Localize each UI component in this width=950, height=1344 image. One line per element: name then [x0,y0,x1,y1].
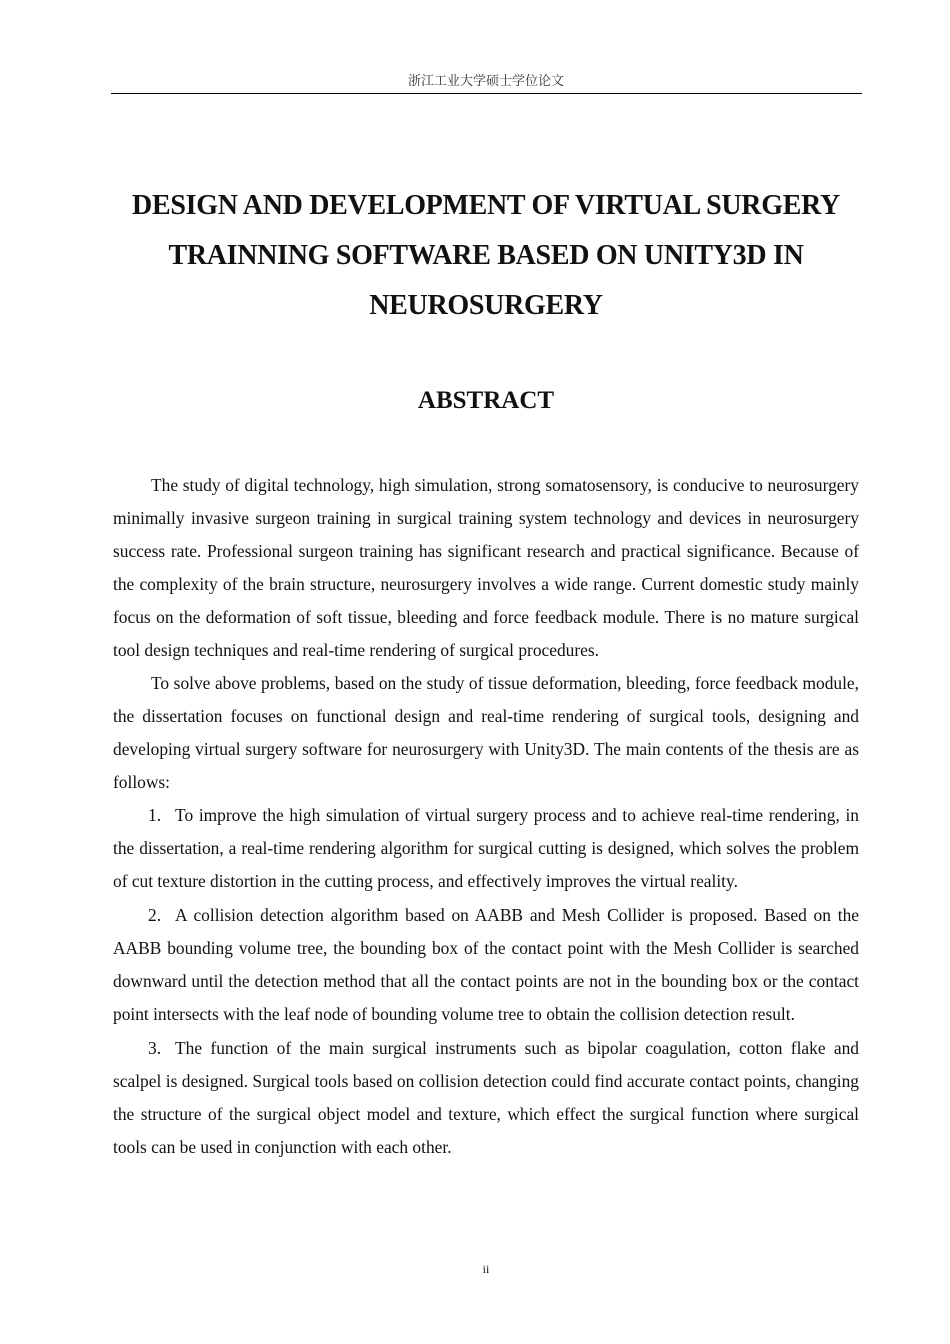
title-line: DESIGN AND DEVELOPMENT OF VIRTUAL SURGERY [132,190,840,221]
running-header: 浙江工业大学硕士学位论文 [407,74,564,89]
abstract-body [113,469,859,1164]
numbered-item [113,899,859,1031]
numbered-item [113,1032,859,1164]
abstract-heading: ABSTRACT [417,387,555,414]
page-number: ii [482,1262,490,1276]
numbered-item [113,799,859,898]
item-number: 2. [148,905,162,925]
item-text: The function of the main surgical instruments such as bipolar coagulation, cotton flake and scalpel is designed. Surgical tools based on collision detection could find accurate contact points, changing the structure of the surgical object model and texture, which effect the surgical function where surgical tools can be used in conjunction with each other. [113,1038,859,1157]
item-number: 1. [148,805,162,825]
title-line: NEUROSURGERY [369,290,603,321]
header-rule [111,93,862,94]
item-text: To improve the high simulation of virtual surgery process and to achieve real-time rendering, in the dissertation, a real-time rendering algorithm for surgical cutting is designed, which solves the problem of cut texture distortion in the cutting process, and effectively improves the virtual reality. [113,805,859,891]
abstract-paragraph: To solve above problems, based on the study of tissue deformation, bleeding, force feedback module, the dissertation focuses on functional design and real-time rendering of surgical tools, designing and developing virtual surgery software for neurosurgery with Unity3D. The main contents of the thesis are as follows: [113,673,859,792]
title-line: TRAINNING SOFTWARE BASED ON UNITY3D IN [168,240,804,271]
abstract-paragraph: The study of digital technology, high simulation, strong somatosensory, is conducive to neurosurgery minimally invasive surgeon training in surgical training system technology and devices in neurosurgery success rate. Professional surgeon training has significant research and practical significance. Because of the complexity of the brain structure, neurosurgery involves a wide range. Current domestic study mainly focus on the deformation of soft tissue, bleeding and force feedback module. There is no mature surgical tool design techniques and real-time rendering of surgical procedures. [113,475,859,660]
item-text: A collision detection algorithm based on AABB and Mesh Collider is proposed. Based on the AABB bounding volume tree, the bounding box of the contact point with the Mesh Collider is searched downward until the detection method that all the contact points are not in the bounding box or the contact point intersects with the leaf node of bounding volume tree to obtain the collision detection result. [113,905,859,1024]
item-number: 3. [148,1038,162,1058]
thesis-title [111,181,861,331]
